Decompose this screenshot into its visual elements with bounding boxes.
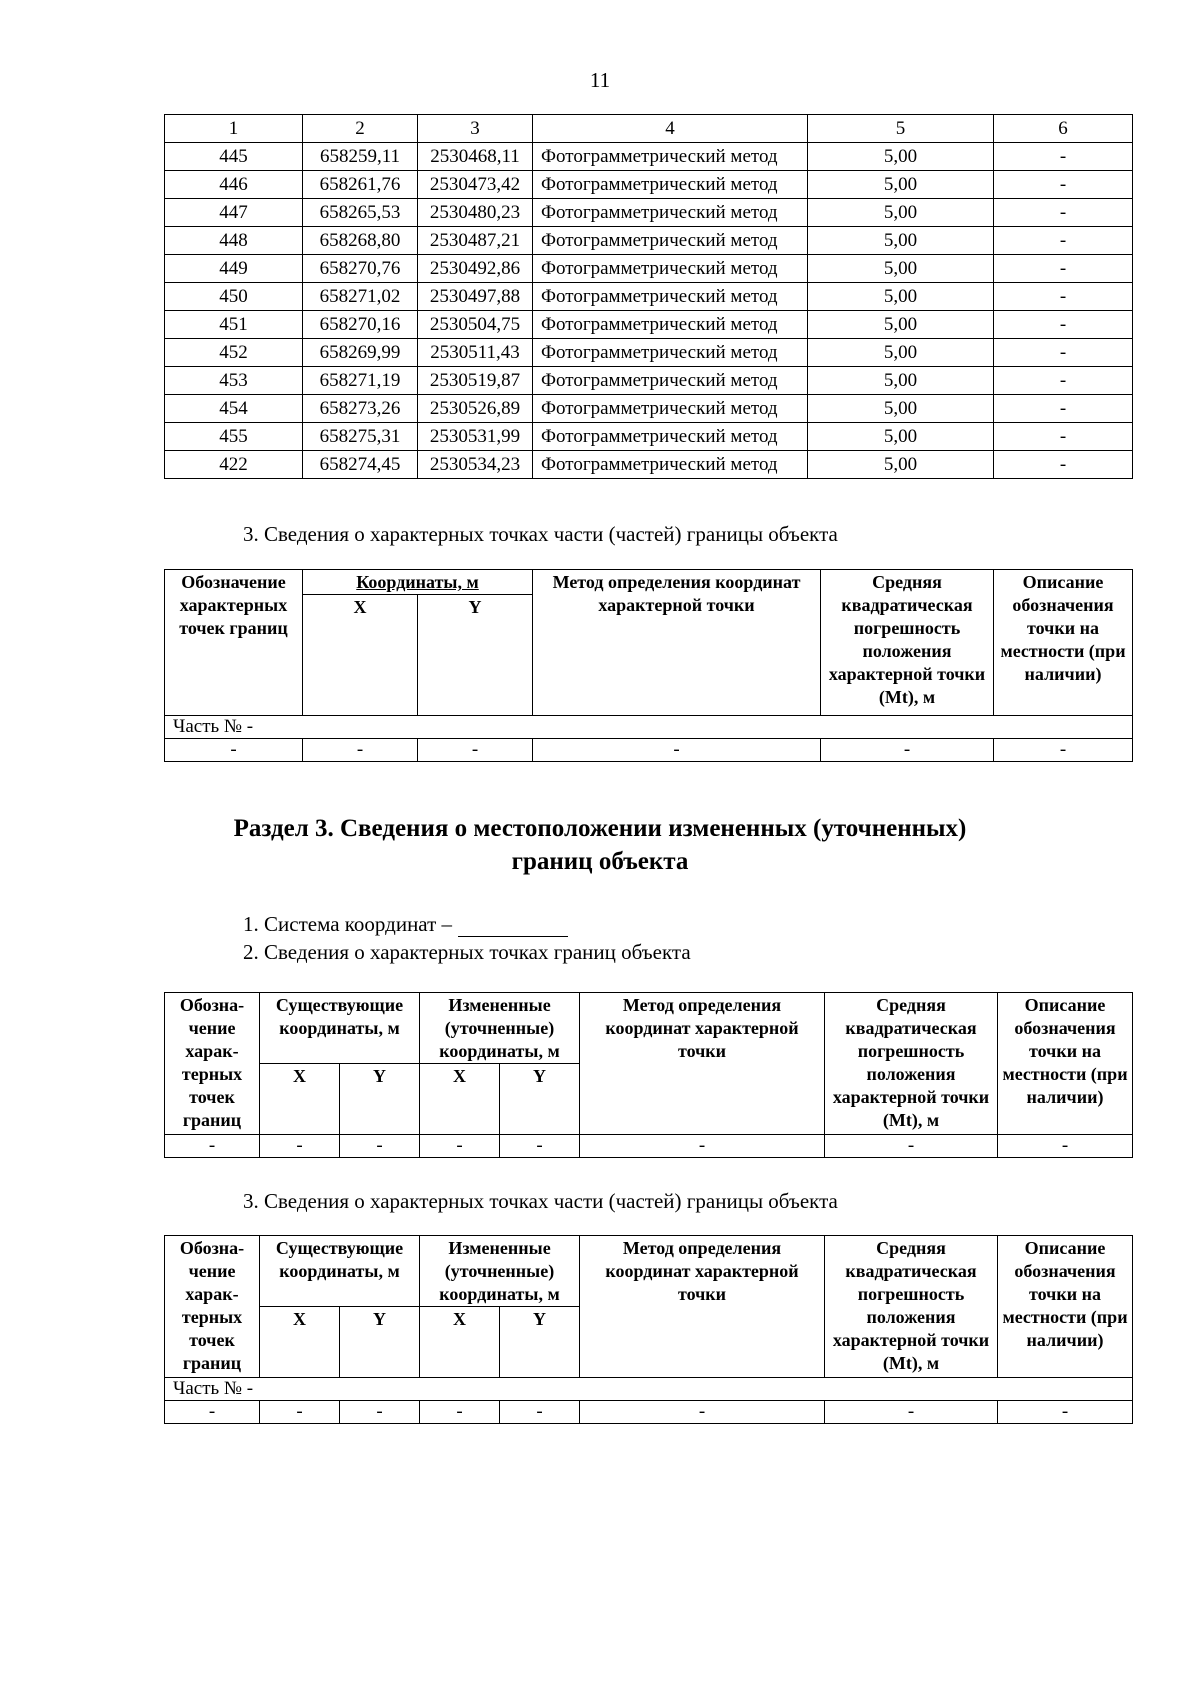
table-cell: -: [340, 1135, 420, 1158]
header-designation: Обозна-чение харак-терных точек границ: [165, 993, 260, 1135]
part-points-table: [164, 569, 1133, 762]
header-y: Y: [418, 595, 533, 716]
header-method: Метод определения координат характерной точки: [580, 993, 825, 1135]
header-x: X: [303, 595, 418, 716]
column-number: 4: [533, 115, 808, 143]
header-changed-coords: Измененные (уточненные) координаты, м: [420, 1236, 580, 1307]
table-row: [165, 255, 1133, 283]
table-cell: 5,00: [808, 451, 994, 479]
table-cell: 2530473,42: [418, 171, 533, 199]
subsection-heading: 3. Сведения о характерных точках части (частей) границы объекта: [243, 1189, 838, 1213]
table-cell: -: [994, 171, 1133, 199]
coord-system-blank: [458, 914, 568, 937]
table-cell: Фотограмметрический метод: [533, 283, 808, 311]
section-title: [0, 812, 1200, 878]
table-cell: -: [994, 739, 1133, 762]
table-cell: Фотограмметрический метод: [533, 227, 808, 255]
table-cell: 658259,11: [303, 143, 418, 171]
table-cell: 2530511,43: [418, 339, 533, 367]
table-cell: 445: [165, 143, 303, 171]
table-cell: 658273,26: [303, 395, 418, 423]
part-label: Часть № -: [165, 1378, 1133, 1401]
header-description: Описание обозначения точки на местности (при наличии): [998, 1236, 1133, 1378]
table-cell: 2530531,99: [418, 423, 533, 451]
table-cell: 453: [165, 367, 303, 395]
subsection-heading: 2. Сведения о характерных точках границ объекта: [243, 940, 691, 964]
coord-system-line: [243, 911, 568, 937]
coord-system-label: 1. Система координат –: [243, 912, 453, 936]
table-row: [165, 311, 1133, 339]
table-cell: 658270,16: [303, 311, 418, 339]
table-cell: 452: [165, 339, 303, 367]
header-description: Описание обозначения точки на местности (при наличии): [998, 993, 1133, 1135]
table-cell: 2530497,88: [418, 283, 533, 311]
table-cell: -: [825, 1135, 998, 1158]
table-row: [165, 1401, 1133, 1424]
table-cell: -: [165, 1401, 260, 1424]
table-cell: -: [533, 739, 821, 762]
part-label: Часть № -: [165, 716, 1133, 739]
table-cell: -: [340, 1401, 420, 1424]
table-cell: 448: [165, 227, 303, 255]
table-cell: 2530534,23: [418, 451, 533, 479]
table-cell: 658271,19: [303, 367, 418, 395]
table-cell: 5,00: [808, 283, 994, 311]
table-cell: 658275,31: [303, 423, 418, 451]
table-cell: 5,00: [808, 311, 994, 339]
table-cell: Фотограмметрический метод: [533, 255, 808, 283]
table-cell: -: [994, 311, 1133, 339]
table-cell: 658261,76: [303, 171, 418, 199]
table-cell: -: [420, 1135, 500, 1158]
table-row: [165, 367, 1133, 395]
table-cell: 5,00: [808, 199, 994, 227]
table-cell: 451: [165, 311, 303, 339]
section-title-line: Раздел 3. Сведения о местоположении измененных (уточненных): [233, 815, 967, 842]
header-method: Метод определения координат характерной точки: [580, 1236, 825, 1378]
table-cell: Фотограмметрический метод: [533, 423, 808, 451]
column-number: 6: [994, 115, 1133, 143]
header-error: Средняя квадратическая погрешность положения характерной точки (Mt), м: [825, 1236, 998, 1378]
table-cell: -: [260, 1135, 340, 1158]
subsection-heading: 3. Сведения о характерных точках части (частей) границы объекта: [243, 522, 838, 546]
table-cell: -: [303, 739, 418, 762]
table-row: [165, 739, 1133, 762]
table-cell: 2530480,23: [418, 199, 533, 227]
table-cell: -: [994, 423, 1133, 451]
table-cell: -: [994, 199, 1133, 227]
table-cell: 2530492,86: [418, 255, 533, 283]
table-cell: 455: [165, 423, 303, 451]
table-cell: Фотограмметрический метод: [533, 339, 808, 367]
table-cell: 2530504,75: [418, 311, 533, 339]
table-cell: -: [998, 1135, 1133, 1158]
table-cell: 5,00: [808, 339, 994, 367]
table-cell: 5,00: [808, 367, 994, 395]
column-number: 1: [165, 115, 303, 143]
header-y: Y: [340, 1307, 420, 1378]
table-cell: -: [825, 1401, 998, 1424]
table-cell: 446: [165, 171, 303, 199]
header-x: X: [260, 1307, 340, 1378]
table-cell: -: [994, 283, 1133, 311]
header-method: Метод определения координат характерной точки: [533, 570, 821, 716]
table-cell: 5,00: [808, 255, 994, 283]
table-row: [165, 339, 1133, 367]
table-cell: -: [165, 739, 303, 762]
table-cell: Фотограмметрический метод: [533, 143, 808, 171]
table-cell: 658268,80: [303, 227, 418, 255]
table-cell: 5,00: [808, 423, 994, 451]
table-cell: 2530468,11: [418, 143, 533, 171]
page-number: 11: [589, 68, 611, 92]
table-cell: Фотограмметрический метод: [533, 367, 808, 395]
table-row: [165, 171, 1133, 199]
header-existing-coords: Существующие координаты, м: [260, 1236, 420, 1307]
table-cell: Фотограмметрический метод: [533, 171, 808, 199]
table-cell: -: [994, 227, 1133, 255]
table-cell: -: [580, 1135, 825, 1158]
header-error: Средняя квадратическая погрешность положения характерной точки (Mt), м: [821, 570, 994, 716]
coordinates-table: [164, 114, 1133, 479]
table-row: [165, 283, 1133, 311]
table-cell: 5,00: [808, 227, 994, 255]
table-cell: 449: [165, 255, 303, 283]
changed-part-points-table: [164, 1235, 1133, 1424]
table-cell: 450: [165, 283, 303, 311]
table-cell: -: [994, 367, 1133, 395]
table-row: [165, 451, 1133, 479]
table-cell: -: [998, 1401, 1133, 1424]
table-cell: 454: [165, 395, 303, 423]
header-y: Y: [340, 1064, 420, 1135]
table-cell: 2530487,21: [418, 227, 533, 255]
table-cell: -: [994, 143, 1133, 171]
table-cell: 658271,02: [303, 283, 418, 311]
header-error: Средняя квадратическая погрешность положения характерной точки (Mt), м: [825, 993, 998, 1135]
table-cell: 658269,99: [303, 339, 418, 367]
header-designation: Обозначение характерных точек границ: [165, 570, 303, 716]
table-cell: 5,00: [808, 395, 994, 423]
table-cell: -: [994, 451, 1133, 479]
table-cell: Фотограмметрический метод: [533, 311, 808, 339]
table-row: [165, 199, 1133, 227]
table-cell: -: [420, 1401, 500, 1424]
header-x: X: [260, 1064, 340, 1135]
table-cell: -: [994, 255, 1133, 283]
column-number: 3: [418, 115, 533, 143]
coordinates-table-body: [165, 115, 1133, 479]
table-row: [165, 143, 1133, 171]
table-row: [165, 227, 1133, 255]
table-cell: 422: [165, 451, 303, 479]
table-cell: Фотограмметрический метод: [533, 451, 808, 479]
table-cell: 5,00: [808, 143, 994, 171]
table-cell: 658270,76: [303, 255, 418, 283]
changed-points-table: [164, 992, 1133, 1158]
section-title-line: границ объекта: [511, 848, 689, 875]
table-cell: -: [994, 395, 1133, 423]
table-cell: -: [500, 1135, 580, 1158]
table-row: [165, 1135, 1133, 1158]
header-y: Y: [500, 1307, 580, 1378]
table-cell: -: [165, 1135, 260, 1158]
header-y: Y: [500, 1064, 580, 1135]
table-cell: -: [821, 739, 994, 762]
header-x: X: [420, 1064, 500, 1135]
column-number: 5: [808, 115, 994, 143]
table-cell: Фотограмметрический метод: [533, 199, 808, 227]
table-cell: -: [580, 1401, 825, 1424]
table-cell: -: [500, 1401, 580, 1424]
table-cell: 447: [165, 199, 303, 227]
header-x: X: [420, 1307, 500, 1378]
table-cell: 658274,45: [303, 451, 418, 479]
table-cell: 2530526,89: [418, 395, 533, 423]
table-row: [165, 423, 1133, 451]
header-designation: Обозна-чение харак-терных точек границ: [165, 1236, 260, 1378]
column-number: 2: [303, 115, 418, 143]
table-cell: 658265,53: [303, 199, 418, 227]
table-cell: 5,00: [808, 171, 994, 199]
table-cell: -: [994, 339, 1133, 367]
table-cell: -: [260, 1401, 340, 1424]
table-cell: Фотограмметрический метод: [533, 395, 808, 423]
header-description: Описание обозначения точки на местности (при наличии): [994, 570, 1133, 716]
table-row: [165, 395, 1133, 423]
header-existing-coords: Существующие координаты, м: [260, 993, 420, 1064]
table-cell: 2530519,87: [418, 367, 533, 395]
table-cell: -: [418, 739, 533, 762]
table-header-row: [165, 115, 1133, 143]
header-changed-coords: Измененные (уточненные) координаты, м: [420, 993, 580, 1064]
header-coordinates: Координаты, м: [303, 570, 533, 595]
